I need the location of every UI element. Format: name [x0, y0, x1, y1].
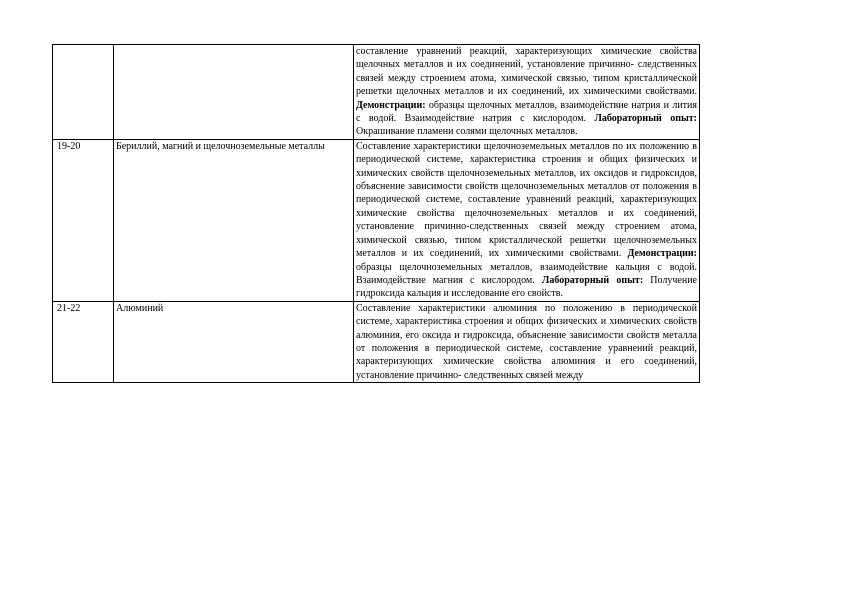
lesson-activities-cell	[354, 139, 700, 301]
lab-label: Лабораторный опыт:	[541, 274, 644, 286]
lesson-activities	[356, 45, 697, 139]
lesson-activities	[356, 302, 697, 382]
lesson-number: 19-20	[57, 140, 81, 152]
demo-text: образцы щелочных металлов, взаимодействие натрия и лития с водой. Взаимодействие натрия с кислородом.	[356, 99, 697, 125]
lab-label: Лабораторный опыт:	[594, 113, 698, 125]
table-row	[53, 45, 700, 140]
lab-text: Получение гидроксида кальция и исследование его свойств.	[356, 274, 697, 300]
lesson-activities-cell	[354, 45, 700, 140]
lab-text: Окрашивание пламени солями щелочных металлов.	[356, 126, 578, 138]
lesson-number-cell	[53, 45, 114, 140]
lesson-number-cell	[53, 139, 114, 301]
activities-text: Составление характеристики алюминия по положению в периодической системе, характеристика строения и общих физических и химических свойств алюминия, его оксида и гидроксида, объяснение зависимости свойств металла от положения в периодической системе, составление уравнений реакций, характеризующих химические свойства алюминия и его соединений, установление причинно- следственных связей между	[356, 302, 697, 381]
demo-label: Демонстрации:	[356, 99, 426, 111]
lesson-topic-cell	[114, 139, 354, 301]
activities-text: составление уравнений реакций, характеризующих химические свойства щелочных металлов и их соединений, установление причинно- следственных связей между строением атома, химической связью, типом кристаллической решетки щелочных металлов и их соединений, их химическими свойствами.	[356, 46, 697, 98]
table-row	[53, 139, 700, 301]
activities-text: Составление характеристики щелочноземельных металлов по их положению в периодической системе, характеристика строения и общих физических и химических свойств щелочноземельных металлов, их оксидов и гидроксидов, объяснение зависимости свойств щелочноземельных металлов от положения в периодической системе, составление уравнений реакций, характеризующих химические свойства щелочноземельных металлов и их соединений, установление причинно-следственных связей между строением атома, химической связью, типом кристаллической решетки щелочноземельных металлов и их соединений, их химическими свойствами.	[356, 140, 697, 260]
lesson-number: 21-22	[57, 302, 81, 314]
lesson-topic-cell	[114, 301, 354, 382]
lesson-activities-cell	[354, 301, 700, 382]
lesson-topic-cell	[114, 45, 354, 140]
lesson-topic: Алюминий	[116, 302, 164, 314]
lesson-plan-table	[52, 44, 700, 383]
lesson-number-cell	[53, 301, 114, 382]
lesson-number	[55, 46, 57, 57]
lesson-topic: Бериллий, магний и щелочноземельные металлы	[116, 140, 325, 152]
demo-text: образцы щелочноземельных металлов, взаимодействие кальция с водой. Взаимодействие магния с кислородом.	[356, 261, 697, 286]
demo-label: Демонстрации:	[627, 248, 697, 260]
table-row	[53, 301, 700, 382]
lesson-activities	[356, 140, 697, 301]
